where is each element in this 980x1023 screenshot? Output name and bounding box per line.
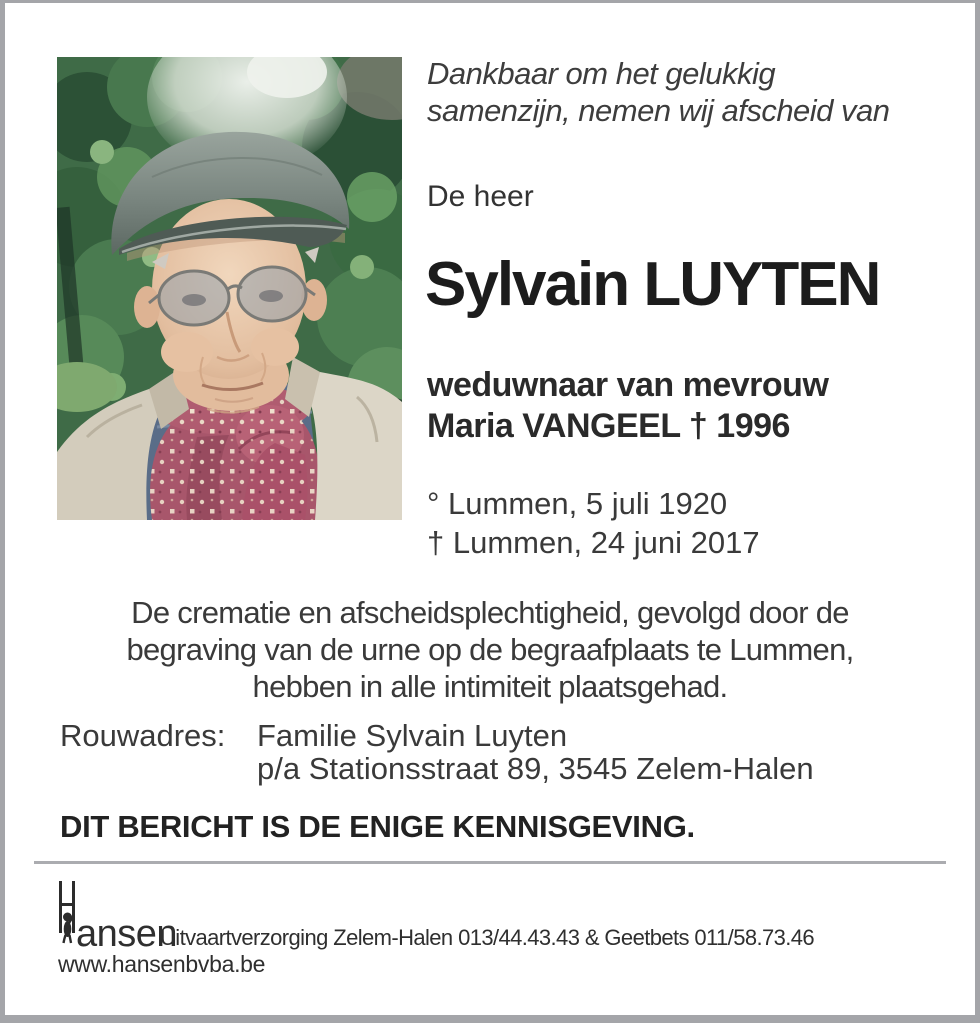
footer-website: www.hansenbvba.be <box>58 951 266 977</box>
intro-line-1: Dankbaar om het gelukkig <box>427 56 776 91</box>
ceremony-paragraph <box>5 594 975 705</box>
relation-line-2: Maria VANGEEL † 1996 <box>427 407 790 445</box>
footer-brand-wordmark: ansen <box>76 913 178 955</box>
ceremony-line-3: hebben in alle intimiteit plaatsgehad. <box>252 669 728 704</box>
ceremony-line-2: begraving van de urne op de begraafplaats te Lummen, <box>126 632 854 667</box>
mourning-address <box>60 719 814 785</box>
deceased-name: Sylvain LUYTEN <box>425 250 880 319</box>
mourning-address-value <box>257 719 814 785</box>
portrait-photo <box>57 57 402 520</box>
relation-text <box>427 365 828 447</box>
mourning-address-line-2: p/a Stationsstraat 89, 3545 Zelem-Halen <box>257 751 814 786</box>
intro-line-2: samenzijn, nemen wij afscheid van <box>427 93 890 128</box>
death-line: † Lummen, 24 juni 2017 <box>427 525 760 560</box>
mourning-address-label: Rouwadres: <box>60 718 226 753</box>
salutation: De heer <box>427 180 534 213</box>
relation-line-1: weduwnaar van mevrouw <box>427 366 829 404</box>
portrait-photo-illustration <box>57 57 402 520</box>
ceremony-line-1: De crematie en afscheidsplechtigheid, gevolgd door de <box>131 595 849 630</box>
footer-divider <box>34 861 946 864</box>
birth-line: ° Lummen, 5 juli 1920 <box>427 486 728 521</box>
footer-contact-info: Uitvaartverzorging Zelem-Halen 013/44.43.43 & Geetbets 011/58.73.46 <box>160 925 815 950</box>
mourning-address-line-1: Familie Sylvain Luyten <box>257 718 568 753</box>
intro-text <box>427 55 890 129</box>
life-dates <box>427 484 760 562</box>
sole-notification-notice: DIT BERICHT IS DE ENIGE KENNISGEVING. <box>60 809 695 844</box>
